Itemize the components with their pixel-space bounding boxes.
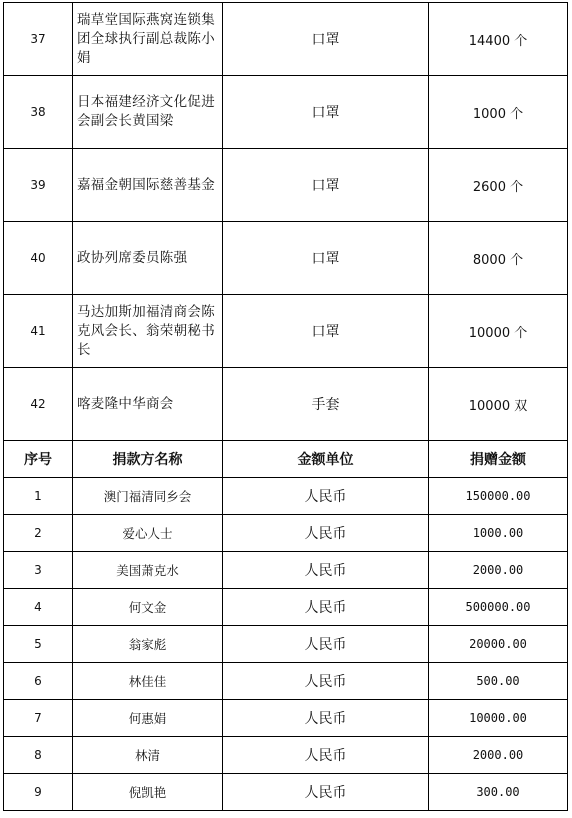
donation-amount: 10000.00 <box>429 700 568 737</box>
table-row <box>4 589 568 626</box>
row-number: 40 <box>4 222 73 295</box>
row-number: 5 <box>4 626 73 663</box>
row-number: 42 <box>4 368 73 441</box>
donor-name: 何文金 <box>73 589 223 626</box>
table-row <box>4 3 568 76</box>
donor-name: 林佳佳 <box>73 663 223 700</box>
donated-quantity: 1000 个 <box>429 76 568 149</box>
table-row <box>4 515 568 552</box>
row-number: 1 <box>4 478 73 515</box>
table-row <box>4 368 568 441</box>
donated-quantity: 14400 个 <box>429 3 568 76</box>
row-number: 7 <box>4 700 73 737</box>
donated-item: 口罩 <box>223 76 429 149</box>
row-number: 8 <box>4 737 73 774</box>
donation-table <box>3 2 568 811</box>
donation-amount: 500000.00 <box>429 589 568 626</box>
donor-name: 何惠娟 <box>73 700 223 737</box>
donor-name: 爱心人士 <box>73 515 223 552</box>
donor-name: 澳门福清同乡会 <box>73 478 223 515</box>
row-number: 37 <box>4 3 73 76</box>
donor-name: 政协列席委员陈强 <box>73 222 223 295</box>
donated-item: 口罩 <box>223 149 429 222</box>
row-number: 3 <box>4 552 73 589</box>
currency-unit: 人民币 <box>223 700 429 737</box>
table-row <box>4 626 568 663</box>
donation-amount: 1000.00 <box>429 515 568 552</box>
donated-quantity: 10000 双 <box>429 368 568 441</box>
table-row <box>4 774 568 811</box>
currency-unit: 人民币 <box>223 626 429 663</box>
donated-quantity: 2600 个 <box>429 149 568 222</box>
table-row <box>4 149 568 222</box>
row-number: 2 <box>4 515 73 552</box>
donation-amount: 300.00 <box>429 774 568 811</box>
table-row <box>4 478 568 515</box>
donor-name: 嘉福金朝国际慈善基金 <box>73 149 223 222</box>
header-unit: 金额单位 <box>223 441 429 478</box>
donor-name: 喀麦隆中华商会 <box>73 368 223 441</box>
row-number: 4 <box>4 589 73 626</box>
table-row <box>4 76 568 149</box>
donor-name: 瑞草堂国际燕窝连锁集团全球执行副总裁陈小娟 <box>73 3 223 76</box>
table-row <box>4 663 568 700</box>
donated-item: 口罩 <box>223 222 429 295</box>
donation-amount: 2000.00 <box>429 552 568 589</box>
donor-name: 翁家彪 <box>73 626 223 663</box>
currency-unit: 人民币 <box>223 774 429 811</box>
currency-unit: 人民币 <box>223 515 429 552</box>
table-row <box>4 295 568 368</box>
table-row <box>4 552 568 589</box>
donation-amount: 500.00 <box>429 663 568 700</box>
donor-name: 倪凯艳 <box>73 774 223 811</box>
donor-name: 马达加斯加福清商会陈克风会长、翁荣朝秘书长 <box>73 295 223 368</box>
donor-name: 美国萧克水 <box>73 552 223 589</box>
donation-amount: 150000.00 <box>429 478 568 515</box>
donation-amount: 2000.00 <box>429 737 568 774</box>
currency-unit: 人民币 <box>223 552 429 589</box>
row-number: 39 <box>4 149 73 222</box>
currency-unit: 人民币 <box>223 589 429 626</box>
table-row <box>4 222 568 295</box>
currency-unit: 人民币 <box>223 663 429 700</box>
donated-quantity: 10000 个 <box>429 295 568 368</box>
row-number: 9 <box>4 774 73 811</box>
currency-unit: 人民币 <box>223 737 429 774</box>
header-amount: 捐赠金额 <box>429 441 568 478</box>
donated-item: 口罩 <box>223 295 429 368</box>
donated-quantity: 8000 个 <box>429 222 568 295</box>
donor-name: 林清 <box>73 737 223 774</box>
donor-name: 日本福建经济文化促进会副会长黄国梁 <box>73 76 223 149</box>
money-table-header <box>4 441 568 478</box>
table-row <box>4 737 568 774</box>
donated-item: 手套 <box>223 368 429 441</box>
currency-unit: 人民币 <box>223 478 429 515</box>
table-row <box>4 700 568 737</box>
row-number: 6 <box>4 663 73 700</box>
row-number: 38 <box>4 76 73 149</box>
row-number: 41 <box>4 295 73 368</box>
donation-amount: 20000.00 <box>429 626 568 663</box>
donated-item: 口罩 <box>223 3 429 76</box>
header-number: 序号 <box>4 441 73 478</box>
header-donor: 捐款方名称 <box>73 441 223 478</box>
